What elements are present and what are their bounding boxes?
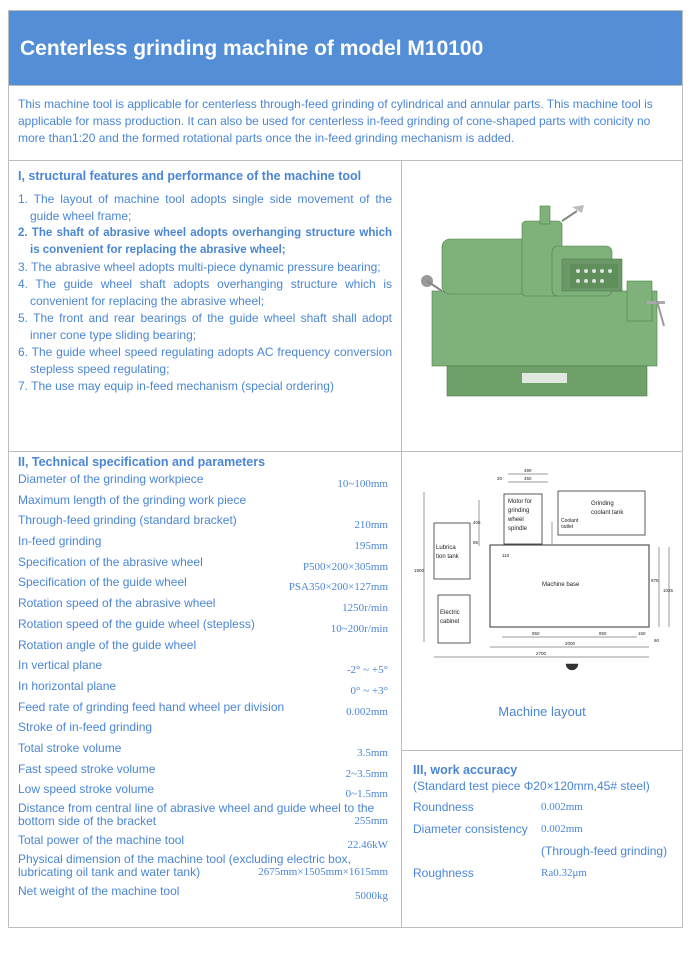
work-accuracy-section bbox=[402, 751, 682, 928]
spec-label: Rotation speed of the guide wheel (stepless) bbox=[18, 616, 255, 631]
dim: 2700 bbox=[536, 651, 547, 656]
spec-label: Specification of the guide wheel bbox=[18, 575, 187, 590]
spec-row bbox=[18, 552, 392, 573]
spec-value: 195mm bbox=[354, 540, 388, 553]
spec-row bbox=[18, 738, 392, 759]
dim: 20 bbox=[497, 476, 503, 481]
spec-label: In horizontal plane bbox=[18, 678, 117, 693]
label-machine-base: Machine base bbox=[542, 582, 580, 588]
list-item: 7. The use may equip in-feed mechanism (special ordering) bbox=[18, 379, 334, 393]
label-lubrication: Lubrica bbox=[436, 545, 456, 551]
label-coolant-outlet: Coolant bbox=[561, 518, 579, 524]
spec-row bbox=[18, 614, 392, 635]
spec-value: 0.002mm bbox=[346, 705, 388, 718]
spec-row bbox=[18, 635, 392, 656]
spec-row bbox=[18, 531, 392, 552]
spec-label: Total power of the machine tool bbox=[18, 833, 185, 847]
spec-row bbox=[18, 655, 392, 676]
spec-row bbox=[18, 717, 392, 738]
test-piece: (Standard test piece Φ20×120mm,45# steel) bbox=[413, 779, 650, 793]
dim: 2000 bbox=[565, 641, 576, 646]
spec-label: Distance from central line of abrasive wheel and guide wheel to the bottom side of the bracket bbox=[18, 801, 375, 828]
spec-label: Diameter of the grinding workpiece bbox=[18, 472, 204, 486]
spec-row bbox=[18, 469, 392, 490]
accuracy-label: Roughness bbox=[413, 866, 474, 880]
spec-value: 0~1.5mm bbox=[345, 788, 388, 801]
accuracy-row bbox=[413, 862, 671, 884]
spec-value: PSA350×200×127mm bbox=[288, 581, 388, 594]
spec-value: 255mm bbox=[354, 815, 388, 827]
machine-layout-diagram bbox=[402, 451, 682, 751]
spec-value: 1250r/min bbox=[342, 602, 388, 615]
accuracy-row bbox=[413, 818, 671, 840]
spec-label: Maximum length of the grinding work piece bbox=[18, 492, 247, 507]
dim: 150 bbox=[638, 631, 646, 636]
section-title: I, structural features and performance of the machine tool bbox=[18, 169, 362, 183]
dim: 450 bbox=[524, 476, 532, 481]
label-coolant-tank: Grinding bbox=[591, 501, 614, 507]
features-list bbox=[18, 191, 392, 395]
spec-table bbox=[18, 469, 392, 901]
spec-label: Rotation speed of the abrasive wheel bbox=[18, 596, 216, 611]
accuracy-note: (Through-feed grinding) bbox=[541, 844, 668, 858]
label-motor: Motor for bbox=[508, 499, 533, 505]
spec-row bbox=[18, 697, 392, 718]
spec-row bbox=[18, 779, 392, 800]
dim: 110 bbox=[502, 553, 510, 558]
dim: 850 bbox=[532, 631, 540, 636]
spec-label: Low speed stroke volume bbox=[18, 782, 155, 797]
spec-value: P500×200×305mm bbox=[302, 560, 388, 573]
label-lubrication-2: tion tank bbox=[436, 554, 459, 560]
accuracy-value: Ra0.32μm bbox=[541, 867, 587, 879]
accuracy-label: Roundness bbox=[413, 800, 474, 814]
label-motor-4: spindle bbox=[508, 526, 528, 532]
section-title: III, work accuracy bbox=[413, 763, 518, 777]
spec-value: 3.5mm bbox=[357, 746, 388, 759]
spec-label: Through-feed grinding (standard bracket) bbox=[18, 513, 237, 528]
dim: 1900 bbox=[414, 568, 425, 573]
spec-label: Net weight of the machine tool bbox=[18, 883, 180, 898]
list-item: 1. The layout of machine tool adopts single side movement of the guide wheel frame; bbox=[18, 192, 392, 223]
spec-value: -2° ~ +5° bbox=[346, 664, 388, 677]
list-item: 4. The guide wheel shaft adopts overhanging structure which is convenient for replacing the abrasive wheel; bbox=[18, 277, 392, 308]
spec-value: 22.46kW bbox=[347, 839, 388, 851]
spec-label: Physical dimension of the machine tool (excluding electric box, lubricating oil tank and water tank) bbox=[18, 851, 351, 879]
list-item: 5. The front and rear bearings of the guide wheel shaft shall adopt inner cone type sliding bearing; bbox=[18, 311, 392, 342]
spec-row bbox=[18, 759, 392, 780]
spec-row bbox=[18, 593, 392, 614]
intro-text: This machine tool is applicable for centerless through-feed grinding of cylindrical and annular parts. This machine tool is applicable for mass production. It can also be used for centerless in-feed grinding of cone-shaped parts with conicity no more than1:20 and the formed rotational parts once the in-feed grinding mechanism is added. bbox=[9, 85, 682, 161]
dim: 1025 bbox=[663, 588, 674, 593]
spec-row bbox=[18, 800, 392, 830]
accuracy-value: 0.002mm bbox=[541, 823, 583, 835]
spec-label: Fast speed stroke volume bbox=[18, 761, 156, 776]
spec-label: In vertical plane bbox=[18, 658, 103, 673]
spec-value: 2675mm×1505mm×1615mm bbox=[258, 865, 388, 878]
spec-label: Rotation angle of the guide wheel bbox=[18, 637, 197, 652]
spec-label: Total stroke volume bbox=[18, 740, 122, 755]
spec-row bbox=[18, 510, 392, 531]
technical-spec-section bbox=[9, 451, 402, 928]
dim: 490 bbox=[524, 468, 532, 473]
list-item: 6. The guide wheel speed regulating adopts AC frequency conversion stepless speed regulating; bbox=[18, 345, 392, 376]
dim: 50 bbox=[654, 638, 660, 643]
spec-label: In-feed grinding bbox=[18, 534, 102, 549]
diagram-caption: Machine layout bbox=[498, 704, 586, 719]
structural-features-section bbox=[9, 161, 402, 451]
spec-value: 210mm bbox=[354, 519, 388, 532]
label-coolant-outlet-2: outlet bbox=[561, 524, 574, 530]
spec-row bbox=[18, 851, 392, 881]
product-sheet bbox=[8, 10, 683, 928]
dim: 850 bbox=[599, 631, 607, 636]
label-motor-3: wheel bbox=[508, 517, 524, 523]
section-title: II, Technical specification and parameters bbox=[18, 455, 266, 469]
spec-label: Stroke of in-feed grinding bbox=[18, 720, 153, 735]
spec-value: 10~200r/min bbox=[330, 622, 388, 635]
spec-value: 5000kg bbox=[355, 889, 388, 902]
spec-row bbox=[18, 490, 392, 511]
spec-row bbox=[18, 881, 392, 902]
label-motor-2: grinding bbox=[508, 508, 530, 514]
list-item: 3. The abrasive wheel adopts multi-piece dynamic pressure bearing; bbox=[18, 260, 381, 274]
spec-row bbox=[18, 676, 392, 697]
spec-value: 2~3.5mm bbox=[345, 767, 388, 780]
accuracy-row bbox=[413, 796, 671, 818]
spec-row bbox=[18, 572, 392, 593]
accuracy-label: Diameter consistency bbox=[413, 822, 528, 836]
accuracy-value: 0.002mm bbox=[541, 801, 583, 813]
spec-label: Specification of the abrasive wheel bbox=[18, 554, 203, 569]
label-coolant-tank-2: coolant tank bbox=[591, 510, 624, 516]
page-title: Centerless grinding machine of model M10100 bbox=[9, 11, 682, 85]
dim: 405 bbox=[473, 520, 481, 525]
label-electric-2: cabinet bbox=[440, 619, 460, 625]
dim: 975 bbox=[651, 578, 659, 583]
list-item: 2. The shaft of abrasive wheel adopts overhanging structure which is convenient for replacing the abrasive wheel; bbox=[18, 227, 392, 256]
spec-label: Feed rate of grinding feed hand wheel per division bbox=[18, 699, 285, 714]
spec-row bbox=[18, 830, 392, 851]
spec-value: 0° ~ +3° bbox=[350, 684, 388, 697]
label-electric: Electric bbox=[440, 610, 460, 616]
spec-value: 10~100mm bbox=[337, 478, 388, 490]
accuracy-row bbox=[413, 840, 671, 862]
dim: 95 bbox=[473, 540, 479, 545]
machine-photo bbox=[402, 161, 682, 451]
